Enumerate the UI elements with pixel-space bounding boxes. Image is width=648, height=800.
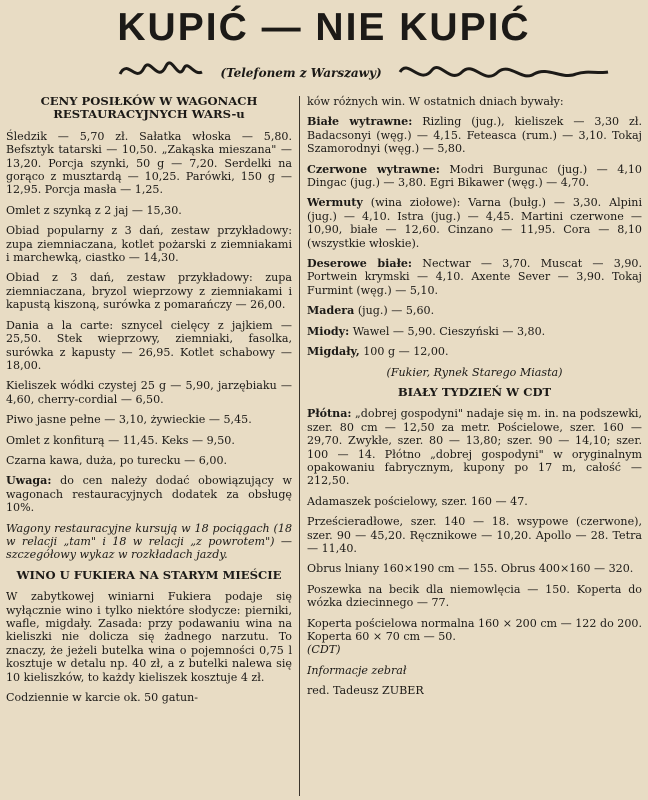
paragraph [307,163,642,190]
text: (wina ziołowe): Varna (bułg.) — 3,30. Alpini (jug.) — 4,10. Istra (jug.) — 4,45. Martini czerwone — 10,90, białe — 12,60. Cinzano — 11,95. Cora — 8,10 (wszystkie włoskie). [307,196,642,250]
paragraph [307,407,642,487]
label: Deserowe białe: [307,257,413,271]
paragraph [307,115,642,155]
source-note: (Fukier, Rynek Starego Miasta) [386,365,563,379]
paragraph: Koperta pościelowa normalna 160 × 200 cm — 122 do 200. Koperta 60 × 70 cm — 50. [307,616,642,643]
label: Czerwone wytrawne: [307,162,440,176]
label: Wermuty [307,196,363,210]
paragraph: Obiad popularny z 3 dań, zestaw przykładowy: zupa ziemniaczana, kotlet pożarski z ziemniakami i marchewką, ciastko — 14,30. [6,224,292,265]
text: (jug.) — 5,60. [354,304,435,318]
subtitle: (Telefonem z Warszawy) [220,66,382,80]
section-heading-cdt: BIAŁY TYDZIEŃ W CDT [397,384,552,399]
paragraph: ków różnych win. W ostatnich dniach bywały: [307,95,564,108]
column-divider [299,96,300,796]
note-text: do cen należy dodać obowiązujący w wagonach restauracyjnych dodatek za obsługę 10%. [6,474,292,515]
paragraph: Czarna kawa, duża, po turecku — 6,00. [6,453,228,467]
paragraph [307,196,642,250]
right-squiggle-decoration [398,56,610,88]
paragraph-note [6,474,292,514]
text: „dobrej gospodyni" nadaje się m. in. na podszewki, szer. 80 cm — 12,50 za metr. Pościelowe, szer. 160 — 29,70. Zwykłe, szer. 80 — 13,80; szer. 90 — 14,10; szer. 100 — 14. Płótno „dobrej gospodyni" w oryginalnym opakowaniu fabrycznym, kupony po 17 m, całość — 212,50. [307,407,642,488]
text: Nectwar — 3,70. Muscat — 3,90. Portwein krymski — 4,10. Axente Sever — 3,90. Tokaj Furmint (węg.) — 5,10. [307,257,643,297]
paragraph: Piwo jasne pełne — 3,10, żywieckie — 5,45. [6,413,252,427]
paragraph: Dania a la carte: sznycel cielęcy z jajkiem — 25,50. Stek wieprzowy, ziemniaki, fasolka, surówka z kapusty — 26,95. Kotlet schabowy — 18,00. [6,318,292,372]
text: Rizling (jug.), kieliszek — 3,30 zł. Badacsonyi (węg.) — 4,15. Feteasca (rum.) — 3,10. Tokaj Szamorodnyi (węg.) — 5,80. [307,115,642,156]
paragraph: Kieliszek wódki czystej 25 g — 5,90, jarzębiaku — 4,60, cherry-cordial — 6,50. [6,379,292,406]
right-column [307,95,642,705]
paragraph [307,257,642,297]
paragraph: Omlet z szynką z 2 jaj — 15,30. [6,203,182,217]
left-column [6,95,292,711]
paragraph [307,345,642,358]
signature-author: red. Tadeusz ZUBER [307,684,424,698]
signature-line: Informacje zebrał [307,663,407,677]
label: Białe wytrawne: [307,115,413,129]
section-heading-fukier: WINO U FUKIERA NA STARYM MIEŚCIE [16,567,282,582]
source-note: (CDT) [307,643,341,657]
left-squiggle-decoration [118,54,206,88]
paragraph: Prześcieradłowe, szer. 140 — 18. wsypowe (czerwone), szer. 90 — 45,20. Ręcznikowe — 10,20. Apollo — 28. Tetra — 11,40. [307,515,642,555]
label: Madera [307,304,355,318]
note-label: Uwaga: [6,474,52,488]
section-heading-wars: CENY POSIŁKÓW W WAGONACH RESTAURACYJNYCH WARS-u [40,94,258,122]
paragraph [307,325,642,338]
paragraph: Adamaszek pościelowy, szer. 160 — 47. [307,494,528,508]
paragraph-italic: Wagony restauracyjne kursują w 18 pociągach (18 w relacji „tam" i 18 w relacji „z powrotem") — szczegółowy wykaz w rozkładach jazdy. [6,521,292,562]
paragraph: Obrus lniany 160×190 cm — 155. Obrus 400×160 — 320. [307,562,634,576]
paragraph: Omlet z konfiturą — 11,45. Keks — 9,50. [6,433,235,447]
paragraph: W zabytkowej winiarni Fukiera podaje się wyłącznie wino i tylko niektóre słodycze: pierniki, wafle, migdały. Zasada: przy podawaniu wina na kieliszki nie dolicza się żadnego narzutu. To znaczy, że jeżeli butelka wina o pojemności 0,75 l kosztuje w detalu np. 40 zł, a z butelki nalewa się 10 kieliszków, to każdy kieliszek kosztuje 4 zł. [6,590,292,684]
label: Miody: [307,324,350,338]
paragraph: Obiad z 3 dań, zestaw przykładowy: zupa ziemniaczana, bryzol wieprzowy z ziemniakami i kapustą kiszoną, surówka z pomarańczy — 26,00. [6,271,292,312]
paragraph: Poszewka na becik dla niemowlęcia — 150. Koperta do wózka dziecinnego — 77. [307,582,642,610]
label: Migdały, [307,345,360,359]
text: 100 g — 12,00. [359,345,449,359]
paragraph: Śledzik — 5,70 zł. Sałatka włoska — 5,80. Befsztyk tatarski — 10,50. „Zakąska mieszana" — 13,20. Porcja szynki, 50 g — 7,20. Serdelki na gorąco z musztardą — 10,25. Parówki, 150 g — 12,95. Porcja masła — 1,25. [6,129,292,197]
paragraph: Codziennie w karcie ok. 50 gatun- [6,691,198,705]
paragraph [307,304,642,317]
text: Modri Burgunac (jug.) — 4,10 Dingac (jug.) — 3,80. Egri Bikawer (węg.) — 4,70. [307,162,642,190]
label: Płótna: [307,407,352,421]
page-title: KUPIĆ — NIE KUPIĆ [117,6,531,49]
text: Wawel — 5,90. Cieszyński — 3,80. [349,324,546,338]
